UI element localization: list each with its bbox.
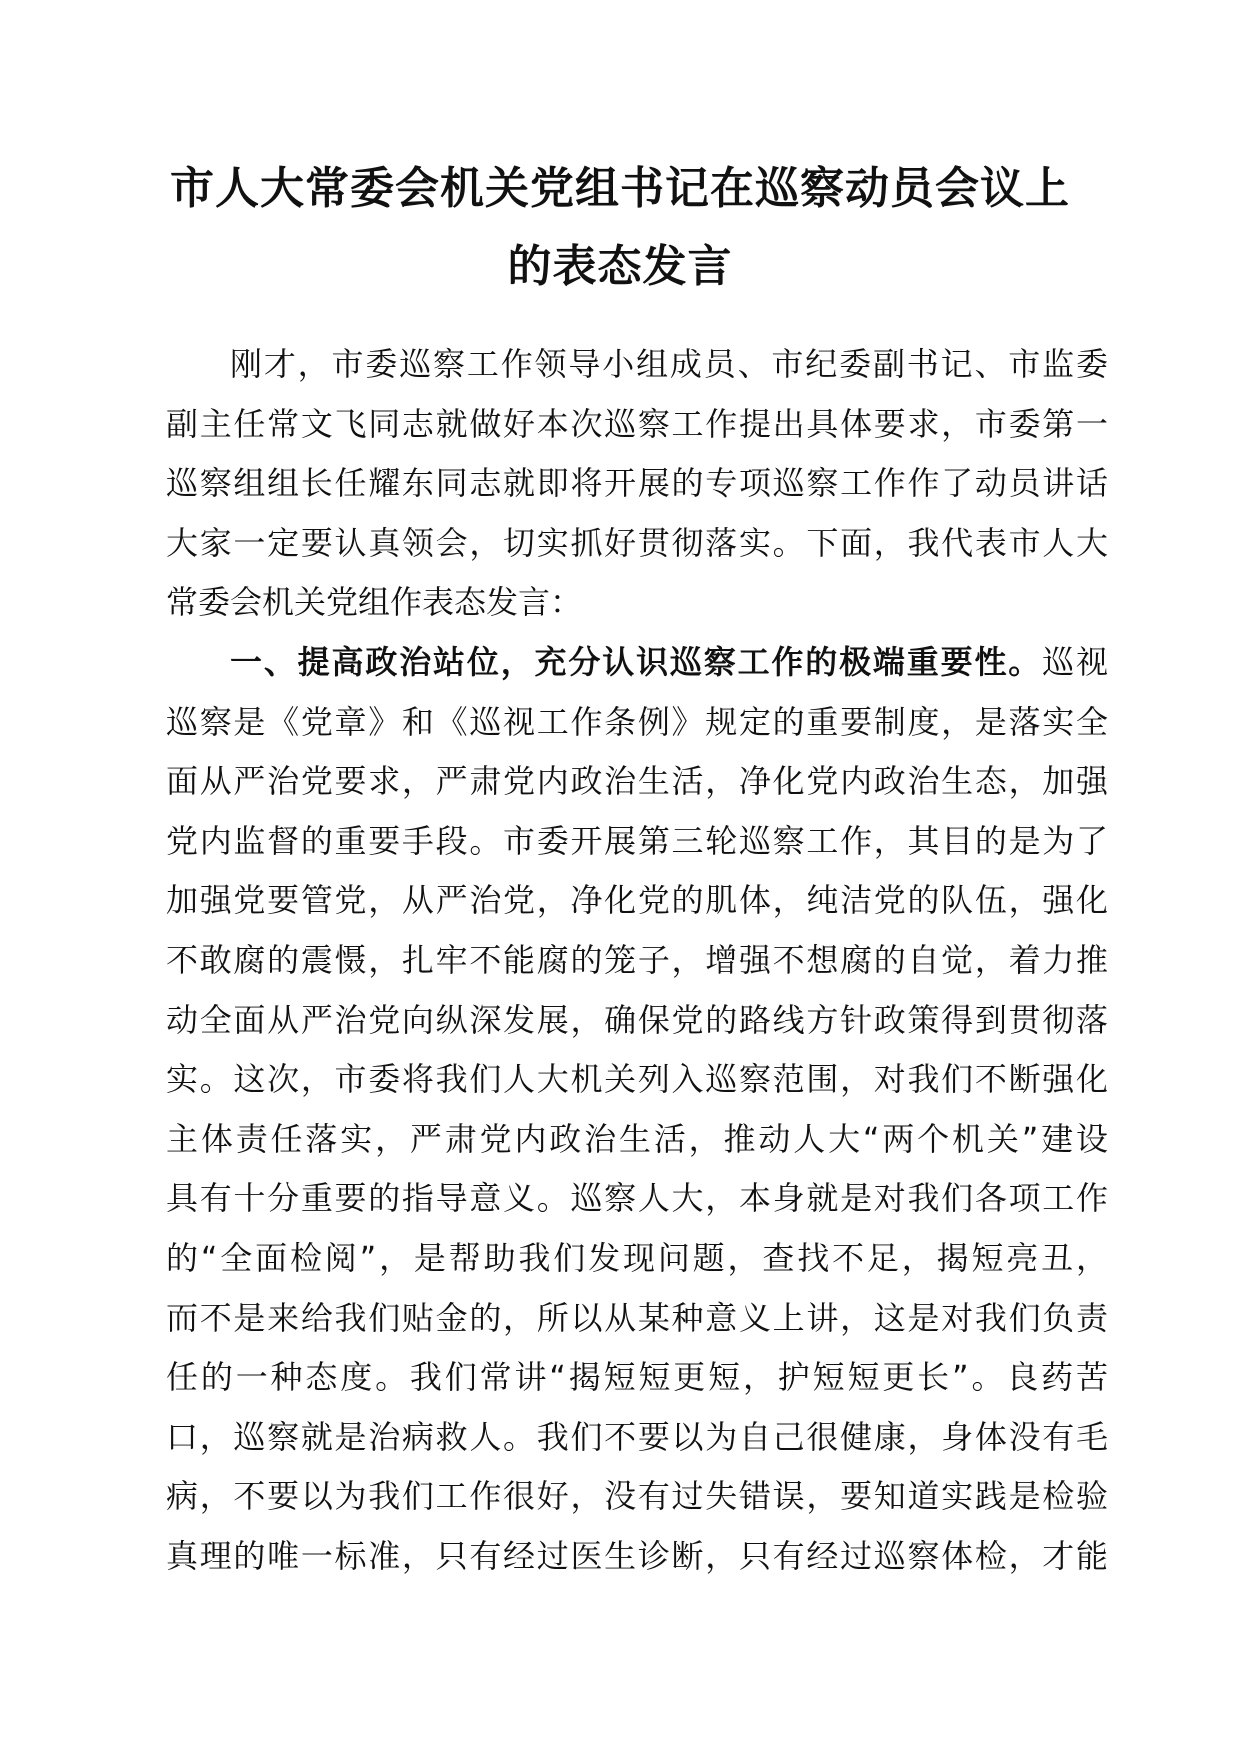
paragraph-1-line: 刚才，市委巡察工作领导小组成员、市纪委副书记、市监委 [230,345,1108,383]
section-1-first-line-rest: 巡视 [1042,642,1108,681]
section-1-line: 的“全面检阅”，是帮助我们发现问题，查找不足，揭短亮丑， [166,1238,1108,1277]
paragraph-1-line: 常委会机关党组作表态发言： [166,583,583,622]
section-1-line: 任的一种态度。我们常讲“揭短短更短，护短短更长”。良药苦 [166,1358,1108,1397]
title-line-2: 的表态发言 [507,241,733,292]
section-1-line: 实。这次，市委将我们人大机关列入巡察范围，对我们不断强化 [166,1060,1108,1099]
section-1-line: 而不是来给我们贴金的，所以从某种意义上讲，这是对我们负责 [166,1298,1108,1337]
title-line-1: 市人大常委会机关党组书记在巡察动员会议上 [170,163,1070,214]
section-1-line: 真理的唯一标准，只有经过医生诊断，只有经过巡察体检，才能 [166,1536,1108,1575]
section-1-first-line [166,633,1108,693]
section-1-line: 具有十分重要的指导意义。巡察人大，本身就是对我们各项工作 [166,1179,1108,1218]
paragraph-1-line: 巡察组组长任耀东同志就即将开展的专项巡察工作作了动员讲话 [166,464,1108,503]
section-1-line: 加强党要管党，从严治党，净化党的肌体，纯洁党的队伍，强化 [166,881,1108,920]
section-1-line: 动全面从严治党向纵深发展，确保党的路线方针政策得到贯彻落 [166,1000,1108,1039]
section-1-heading: 一、提高政治站位，充分认识巡察工作的极端重要性。 [230,642,1043,681]
section-1-line: 不敢腐的震慑，扎牢不能腐的笼子，增强不想腐的自觉，着力推 [166,940,1108,979]
section-1-line: 口，巡察就是治病救人。我们不要以为自己很健康，身体没有毛 [166,1417,1108,1456]
paragraph-1-line: 副主任常文飞同志就做好本次巡察工作提出具体要求，市委第一 [166,404,1108,443]
section-1-line: 党内监督的重要手段。市委开展第三轮巡察工作，其目的是为了 [166,821,1108,860]
paragraph-1-line: 大家一定要认真领会，切实抓好贯彻落实。下面，我代表市人大 [166,523,1108,562]
section-1-line: 主体责任落实，严肃党内政治生活，推动人大“两个机关”建设 [166,1119,1108,1158]
document-body [166,335,1108,1586]
section-1-line: 面从严治党要求，严肃党内政治生活，净化党内政治生态，加强 [166,762,1108,801]
document-title [150,150,1090,306]
section-1-line: 巡察是《党章》和《巡视工作条例》规定的重要制度，是落实全 [166,702,1108,741]
section-1-line: 病，不要以为我们工作很好，没有过失错误，要知道实践是检验 [166,1477,1108,1516]
